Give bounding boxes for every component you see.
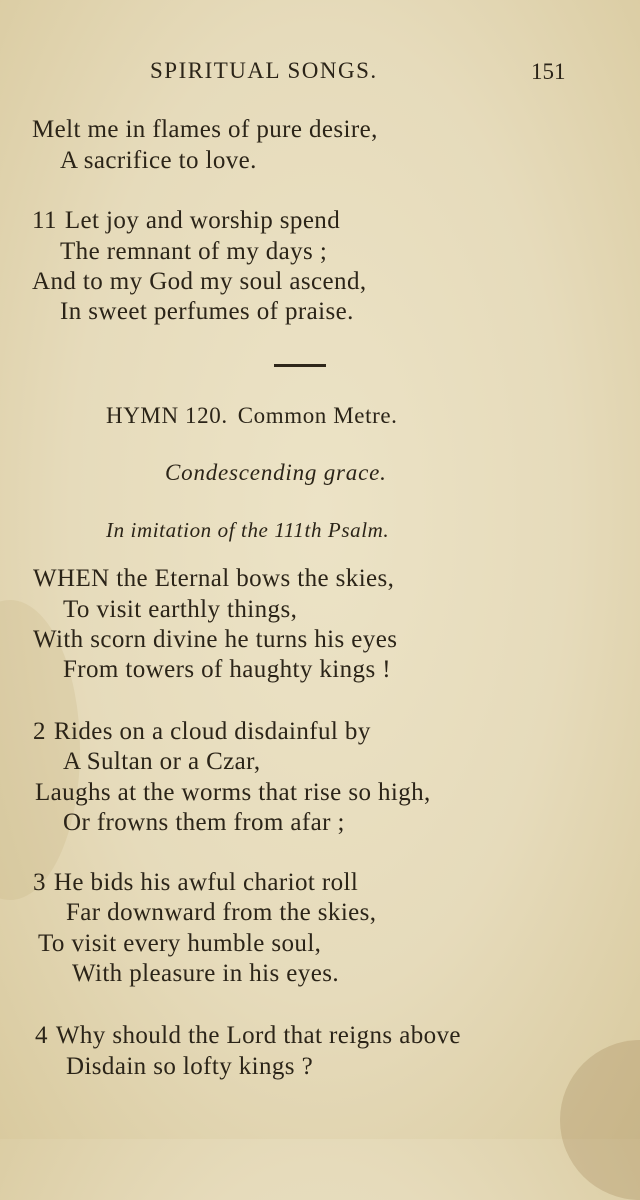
page-number: 151 xyxy=(531,59,566,84)
stanza-number: 4 xyxy=(35,1022,48,1049)
hymn-subtitle: In imitation of the 111th Psalm. xyxy=(106,518,390,542)
verse-line: Disdain so lofty kings ? xyxy=(66,1053,314,1080)
verse-line: Or frowns them from afar ; xyxy=(63,809,345,836)
verse-line: From towers of haughty kings ! xyxy=(63,656,391,683)
verse-line: And to my God my soul ascend, xyxy=(32,268,367,295)
verse-line: With scorn divine he turns his eyes xyxy=(33,626,398,653)
verse-line: To visit earthly things, xyxy=(63,596,298,623)
verse-line: A Sultan or a Czar, xyxy=(63,748,261,775)
stanza-first-line xyxy=(35,1022,461,1050)
stanza-first-line xyxy=(33,869,358,897)
stanza-number: 2 xyxy=(33,718,46,745)
section-divider xyxy=(274,364,326,367)
hymn-meter: Common Metre. xyxy=(237,403,398,428)
verse-line: With pleasure in his eyes. xyxy=(72,960,339,987)
paper-stain xyxy=(560,1040,640,1200)
stanza-number: 3 xyxy=(33,869,46,896)
stanza-first-line xyxy=(32,207,340,235)
verse-line: Rides on a cloud disdainful by xyxy=(53,718,371,745)
verse-line: A sacrifice to love. xyxy=(60,147,257,174)
verse-line: Laughs at the worms that rise so high, xyxy=(35,779,431,806)
verse-line: In sweet perfumes of praise. xyxy=(60,298,354,325)
verse-line: To visit every humble soul, xyxy=(38,930,322,957)
verse-line: He bids his awful chariot roll xyxy=(53,869,359,896)
verse-line: Melt me in flames of pure desire, xyxy=(32,116,378,143)
hymn-title: Condescending grace. xyxy=(165,460,387,485)
stanza-number: 11 xyxy=(32,207,57,234)
hymn-number: HYMN 120. xyxy=(106,403,228,428)
verse-line: Why should the Lord that reigns above xyxy=(55,1022,461,1049)
verse-line: Far downward from the skies, xyxy=(66,899,377,926)
verse-line: The remnant of my days ; xyxy=(60,238,328,265)
hymn-heading xyxy=(106,403,398,429)
verse-line: WHEN the Eternal bows the skies, xyxy=(33,565,395,592)
verse-line: Let joy and worship spend xyxy=(64,207,341,234)
stanza-first-line xyxy=(33,718,371,746)
running-head: SPIRITUAL SONGS. xyxy=(150,58,378,83)
page-header xyxy=(0,58,640,92)
